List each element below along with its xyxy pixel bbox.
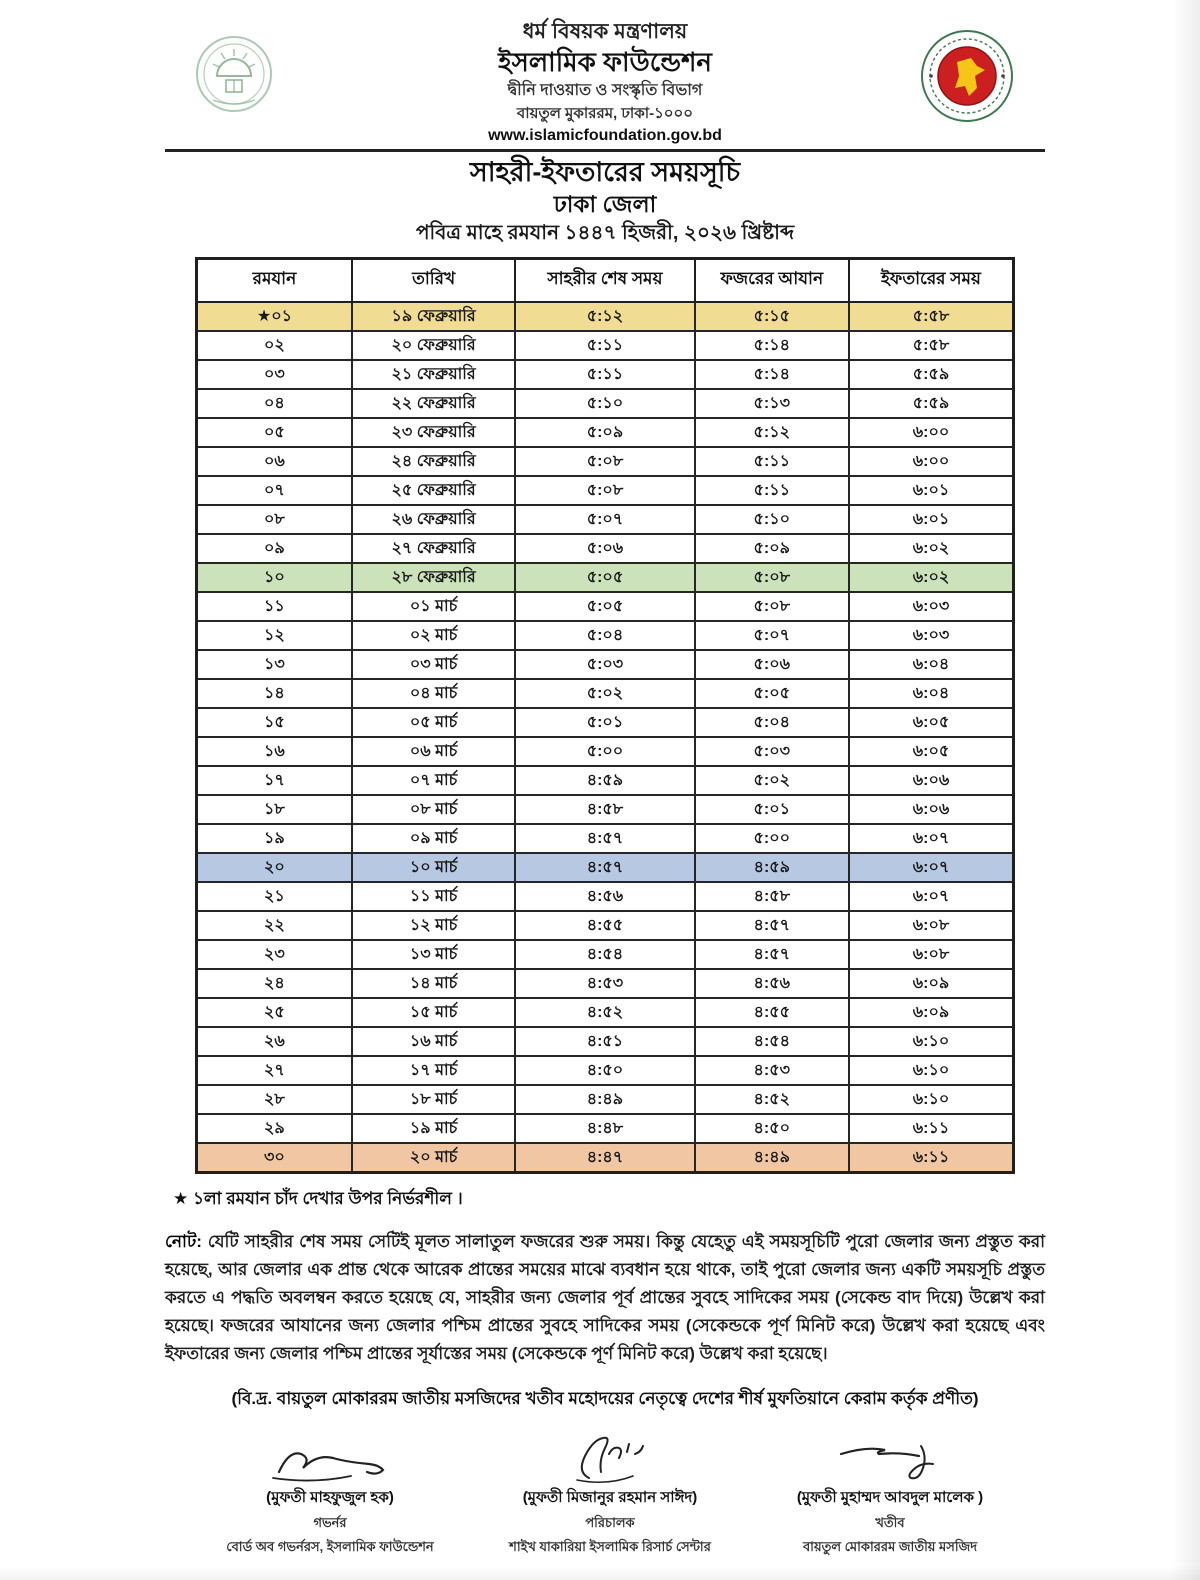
table-row	[197, 476, 1014, 505]
cell-ramadan-day: ০৬	[197, 447, 352, 476]
signatory-block	[755, 1428, 1025, 1559]
cell-date: ২০ ফেব্রুয়ারি	[352, 331, 515, 360]
cell-date: ২৭ ফেব্রুয়ারি	[352, 534, 515, 563]
cell-iftar-time: ৬:০৮	[849, 911, 1013, 940]
letterhead-rule	[165, 149, 1045, 152]
cell-date: ২৪ ফেব্রুয়ারি	[352, 447, 515, 476]
cell-ramadan-day: ২৮	[197, 1085, 352, 1114]
cell-iftar-time: ৫:৫৮	[849, 302, 1013, 331]
cell-date: ০৮ মার্চ	[352, 795, 515, 824]
cell-ramadan-day: ২০	[197, 853, 352, 882]
ramadan-year-subtitle: পবিত্র মাহে রমযান ১৪৪৭ হিজরী, ২০২৬ খ্রিষ্টাব্দ	[415, 221, 795, 244]
cell-date: ০২ মার্চ	[352, 621, 515, 650]
cell-iftar-time: ৫:৫৯	[849, 360, 1013, 389]
address-line: বায়তুল মুকাররম, ঢাকা-১০০০	[516, 104, 694, 122]
cell-ramadan-day: ১১	[197, 592, 352, 621]
cell-iftar-time: ৬:০৪	[849, 650, 1013, 679]
cell-fajr-azan-time: ৫:০৮	[695, 563, 849, 592]
cell-ramadan-day: ২৩	[197, 940, 352, 969]
table-row	[197, 1114, 1014, 1143]
cell-date: ১১ মার্চ	[352, 882, 515, 911]
cell-sahri-end-time: ৪:৫৩	[515, 969, 694, 998]
col-header-sahri-end: সাহরীর শেষ সময়	[515, 258, 694, 302]
cell-date: ১৬ মার্চ	[352, 1027, 515, 1056]
cell-date: ০৯ মার্চ	[352, 824, 515, 853]
table-row	[197, 621, 1014, 650]
cell-date: ০৬ মার্চ	[352, 737, 515, 766]
signatory-block	[475, 1428, 745, 1559]
signatory-role: গভর্নর	[313, 1515, 347, 1531]
cell-fajr-azan-time: ৪:৫২	[695, 1085, 849, 1114]
cell-fajr-azan-time: ৫:১১	[695, 447, 849, 476]
cell-date: ১০ মার্চ	[352, 853, 515, 882]
document-page	[165, 18, 1045, 1559]
table-row	[197, 389, 1014, 418]
cell-ramadan-day: ২৪	[197, 969, 352, 998]
table-row	[197, 1143, 1014, 1173]
table-row	[197, 853, 1014, 882]
cell-sahri-end-time: ৫:০৯	[515, 418, 694, 447]
cell-ramadan-day: ১৮	[197, 795, 352, 824]
signature-khatib-icon	[755, 1428, 1025, 1484]
cell-fajr-azan-time: ৫:০৫	[695, 679, 849, 708]
cell-ramadan-day: ১৫	[197, 708, 352, 737]
cell-ramadan-day: ২৫	[197, 998, 352, 1027]
cell-ramadan-day: ০৪	[197, 389, 352, 418]
cell-iftar-time: ৬:০৩	[849, 621, 1013, 650]
table-row	[197, 998, 1014, 1027]
cell-sahri-end-time: ৫:০৫	[515, 592, 694, 621]
cell-date: ২২ ফেব্রুয়ারি	[352, 389, 515, 418]
signature-section	[165, 1428, 1045, 1559]
cell-sahri-end-time: ৫:০৭	[515, 505, 694, 534]
cell-fajr-azan-time: ৫:১২	[695, 418, 849, 447]
cell-fajr-azan-time: ৪:৫৬	[695, 969, 849, 998]
cell-iftar-time: ৬:১০	[849, 1085, 1013, 1114]
table-row	[197, 1027, 1014, 1056]
cell-sahri-end-time: ৪:৪৯	[515, 1085, 694, 1114]
cell-sahri-end-time: ৪:৫০	[515, 1056, 694, 1085]
cell-sahri-end-time: ৫:০৬	[515, 534, 694, 563]
cell-iftar-time: ৬:০০	[849, 447, 1013, 476]
government-emblem-icon	[919, 28, 1015, 124]
table-row	[197, 418, 1014, 447]
cell-ramadan-day: ১৯	[197, 824, 352, 853]
cell-date: ০৪ মার্চ	[352, 679, 515, 708]
cell-fajr-azan-time: ৪:৪৯	[695, 1143, 849, 1173]
cell-iftar-time: ৫:৫৯	[849, 389, 1013, 418]
title-block	[165, 156, 1045, 247]
cell-iftar-time: ৬:০২	[849, 534, 1013, 563]
cell-ramadan-day: ১২	[197, 621, 352, 650]
cell-sahri-end-time: ৫:০৪	[515, 621, 694, 650]
cell-iftar-time: ৬:০৭	[849, 824, 1013, 853]
cell-ramadan-day: ৩০	[197, 1143, 352, 1173]
signatory-name: (মুফতী মাহফুজুল হক)	[266, 1489, 394, 1507]
cell-fajr-azan-time: ৫:০৯	[695, 534, 849, 563]
table-row	[197, 302, 1014, 331]
cell-sahri-end-time: ৫:০১	[515, 708, 694, 737]
cell-ramadan-day: ০৮	[197, 505, 352, 534]
signature-director-icon	[475, 1428, 745, 1484]
cell-ramadan-day: ০৫	[197, 418, 352, 447]
signatory-name: (মুফতী মিজানুর রহমান সাঈদ)	[522, 1489, 698, 1507]
cell-fajr-azan-time: ৫:০১	[695, 795, 849, 824]
signatory-org: বোর্ড অব গভর্নরস, ইসলামিক ফাউন্ডেশন	[226, 1539, 434, 1555]
cell-sahri-end-time: ৪:৫৭	[515, 824, 694, 853]
cell-iftar-time: ৬:০২	[849, 563, 1013, 592]
cell-fajr-azan-time: ৪:৫৭	[695, 940, 849, 969]
cell-iftar-time: ৬:০১	[849, 476, 1013, 505]
cell-iftar-time: ৬:১১	[849, 1114, 1013, 1143]
cell-ramadan-day: ১৭	[197, 766, 352, 795]
cell-fajr-azan-time: ৫:১০	[695, 505, 849, 534]
cell-fajr-azan-time: ৫:০৪	[695, 708, 849, 737]
cell-date: ১৩ মার্চ	[352, 940, 515, 969]
cell-iftar-time: ৬:০৬	[849, 795, 1013, 824]
table-row	[197, 534, 1014, 563]
cell-sahri-end-time: ৫:১১	[515, 331, 694, 360]
letterhead	[165, 18, 1045, 148]
cell-fajr-azan-time: ৫:১৪	[695, 331, 849, 360]
cell-ramadan-day: ০৭	[197, 476, 352, 505]
cell-iftar-time: ৬:০৫	[849, 708, 1013, 737]
col-header-date: তারিখ	[352, 258, 515, 302]
cell-fajr-azan-time: ৪:৫৮	[695, 882, 849, 911]
cell-fajr-azan-time: ৪:৫৯	[695, 853, 849, 882]
cell-date: ১৫ মার্চ	[352, 998, 515, 1027]
table-row	[197, 708, 1014, 737]
signatory-name: (মুফতী মুহাম্মদ আবদুল মালেক )	[796, 1489, 984, 1507]
table-row	[197, 911, 1014, 940]
cell-ramadan-day: ২২	[197, 911, 352, 940]
cell-date: ১৪ মার্চ	[352, 969, 515, 998]
cell-sahri-end-time: ৪:৪৮	[515, 1114, 694, 1143]
cell-ramadan-day: ১০	[197, 563, 352, 592]
cell-ramadan-day: ★০১	[197, 302, 352, 331]
note-label: নোট:	[165, 1232, 202, 1252]
signatory-role: খতীব	[875, 1515, 905, 1531]
islamic-foundation-seal-icon	[193, 26, 275, 126]
method-note	[165, 1228, 1045, 1368]
cell-sahri-end-time: ৪:৫৫	[515, 911, 694, 940]
table-row	[197, 824, 1014, 853]
cell-date: ২৫ ফেব্রুয়ারি	[352, 476, 515, 505]
cell-sahri-end-time: ৪:৫৯	[515, 766, 694, 795]
cell-ramadan-day: ১৬	[197, 737, 352, 766]
cell-fajr-azan-time: ৫:০৩	[695, 737, 849, 766]
sahri-iftar-schedule-table	[195, 257, 1015, 1175]
moon-sighting-footnote: ★ ১লা রমযান চাঁদ দেখার উপর নির্ভরশীল ।	[173, 1189, 463, 1209]
cell-fajr-azan-time: ৪:৫৪	[695, 1027, 849, 1056]
cell-date: ১৮ মার্চ	[352, 1085, 515, 1114]
cell-date: ২৬ ফেব্রুয়ারি	[352, 505, 515, 534]
table-row	[197, 737, 1014, 766]
schedule-title: সাহরী-ইফতারের সময়সূচি	[469, 157, 741, 187]
cell-fajr-azan-time: ৫:০৬	[695, 650, 849, 679]
cell-iftar-time: ৬:০৭	[849, 882, 1013, 911]
cell-sahri-end-time: ৪:৫৪	[515, 940, 694, 969]
cell-ramadan-day: ০৩	[197, 360, 352, 389]
cell-sahri-end-time: ৫:০২	[515, 679, 694, 708]
cell-fajr-azan-time: ৪:৫৭	[695, 911, 849, 940]
cell-date: ০১ মার্চ	[352, 592, 515, 621]
cell-iftar-time: ৬:০৫	[849, 737, 1013, 766]
col-header-ramadan: রমযান	[197, 258, 352, 302]
table-row	[197, 1056, 1014, 1085]
cell-ramadan-day: ২৭	[197, 1056, 352, 1085]
cell-date: ০৫ মার্চ	[352, 708, 515, 737]
cell-sahri-end-time: ৫:০৩	[515, 650, 694, 679]
cell-sahri-end-time: ৪:৫৮	[515, 795, 694, 824]
cell-fajr-azan-time: ৫:১৫	[695, 302, 849, 331]
cell-sahri-end-time: ৫:০৮	[515, 476, 694, 505]
table-row	[197, 882, 1014, 911]
cell-sahri-end-time: ৫:১২	[515, 302, 694, 331]
table-row	[197, 795, 1014, 824]
cell-date: ১৯ মার্চ	[352, 1114, 515, 1143]
scan-edge-shadow	[1172, 0, 1200, 1580]
table-row	[197, 766, 1014, 795]
division-name: দ্বীনি দাওয়াত ও সংস্কৃতি বিভাগ	[507, 81, 703, 99]
cell-fajr-azan-time: ৪:৫৩	[695, 1056, 849, 1085]
cell-ramadan-day: ২৬	[197, 1027, 352, 1056]
organization-name: ইসলামিক ফাউন্ডেশন	[498, 47, 712, 78]
cell-fajr-azan-time: ৫:০২	[695, 766, 849, 795]
letterhead-text	[315, 18, 895, 147]
cell-fajr-azan-time: ৪:৫০	[695, 1114, 849, 1143]
cell-ramadan-day: ২৯	[197, 1114, 352, 1143]
scan-edge-shadow-bottom	[0, 1566, 1200, 1580]
col-header-iftar-time: ইফতারের সময়	[849, 258, 1013, 302]
cell-iftar-time: ৬:১০	[849, 1056, 1013, 1085]
cell-iftar-time: ৬:০৯	[849, 998, 1013, 1027]
cell-iftar-time: ৬:০৮	[849, 940, 1013, 969]
cell-sahri-end-time: ৫:০৫	[515, 563, 694, 592]
table-row	[197, 360, 1014, 389]
cell-fajr-azan-time: ৫:১১	[695, 476, 849, 505]
cell-iftar-time: ৫:৫৮	[849, 331, 1013, 360]
cell-fajr-azan-time: ৪:৫৫	[695, 998, 849, 1027]
cell-sahri-end-time: ৪:৪৭	[515, 1143, 694, 1173]
cell-date: ১৭ মার্চ	[352, 1056, 515, 1085]
cell-fajr-azan-time: ৫:০৮	[695, 592, 849, 621]
signatory-block	[195, 1428, 465, 1559]
cell-sahri-end-time: ৪:৫১	[515, 1027, 694, 1056]
cell-ramadan-day: ১৪	[197, 679, 352, 708]
cell-iftar-time: ৬:০০	[849, 418, 1013, 447]
cell-ramadan-day: ১৩	[197, 650, 352, 679]
cell-ramadan-day: ২১	[197, 882, 352, 911]
table-row	[197, 1085, 1014, 1114]
signatory-org: শাইখ যাকারিয়া ইসলামিক রিসার্চ সেন্টার	[509, 1539, 711, 1555]
cell-fajr-azan-time: ৫:১৩	[695, 389, 849, 418]
cell-fajr-azan-time: ৫:০০	[695, 824, 849, 853]
cell-ramadan-day: ০২	[197, 331, 352, 360]
table-row	[197, 592, 1014, 621]
table-row	[197, 505, 1014, 534]
table-row	[197, 969, 1014, 998]
signatory-role: পরিচালক	[585, 1515, 635, 1531]
cell-iftar-time: ৬:০৬	[849, 766, 1013, 795]
schedule-table-rows	[197, 302, 1014, 1173]
note-text: যেটি সাহরীর শেষ সময় সেটিই মূলত সালাতুল ফজরের শুরু সময়। কিন্তু যেহেতু এই সময়সূচিটি পুরো জেলার জন্য প্রস্তুত করা হয়েছে, আর জেলার এক প্রান্ত থেকে আরেক প্রান্তের সময়ের মাঝে ব্যবধান হয়ে থাকে, তাই পুরো জেলার জন্য একটি সময়সূচি প্রস্তুত করতে এ পদ্ধতি অবলম্বন করতে হয়েছে যে, সাহরীর জন্য জেলার পূর্ব প্রান্তের সুবহে সাদিকের সময় (সেকেন্ড বাদ দিয়ে) উল্লেখ করা হয়েছে। ফজরের আযানের জন্য জেলার পশ্চিম প্রান্তের সুবহে সাদিকের সময় (সেকেন্ডকে পূর্ণ মিনিট করে) উল্লেখ করা হয়েছে এবং ইফতারের জন্য জেলার পশ্চিম প্রান্তের সূর্যাস্তের সময় (সেকেন্ডকে পূর্ণ মিনিট করে) উল্লেখ করা হয়েছে।	[165, 1232, 1045, 1364]
cell-date: ০৭ মার্চ	[352, 766, 515, 795]
cell-sahri-end-time: ৫:০৮	[515, 447, 694, 476]
table-row	[197, 679, 1014, 708]
attribution-line: (বি.দ্র. বায়তুল মোকাররম জাতীয় মসজিদের খতীব মহোদয়ের নেতৃত্বে দেশের শীর্ষ মুফতিয়ানে কেরাম কর্তৃক প্রণীত)	[231, 1389, 979, 1409]
signature-governor-icon	[195, 1428, 465, 1484]
cell-fajr-azan-time: ৫:০৭	[695, 621, 849, 650]
ministry-name: ধর্ম বিষয়ক মন্ত্রণালয়	[522, 20, 688, 43]
cell-date: ১২ মার্চ	[352, 911, 515, 940]
cell-ramadan-day: ০৯	[197, 534, 352, 563]
cell-sahri-end-time: ৪:৫৬	[515, 882, 694, 911]
signatory-org: বায়তুল মোকাররম জাতীয় মসজিদ	[802, 1539, 978, 1555]
cell-iftar-time: ৬:১০	[849, 1027, 1013, 1056]
table-row	[197, 650, 1014, 679]
table-header-row	[197, 258, 1014, 302]
cell-date: ১৯ ফেব্রুয়ারি	[352, 302, 515, 331]
table-row	[197, 563, 1014, 592]
col-header-fajr-azan: ফজরের আযান	[695, 258, 849, 302]
cell-sahri-end-time: ৫:১১	[515, 360, 694, 389]
cell-fajr-azan-time: ৫:১৪	[695, 360, 849, 389]
website-url: www.islamicfoundation.gov.bd	[488, 126, 722, 144]
cell-date: ২১ ফেব্রুয়ারি	[352, 360, 515, 389]
cell-iftar-time: ৬:০৯	[849, 969, 1013, 998]
cell-date: ২০ মার্চ	[352, 1143, 515, 1173]
cell-iftar-time: ৬:০৩	[849, 592, 1013, 621]
cell-date: ২৮ ফেব্রুয়ারি	[352, 563, 515, 592]
cell-sahri-end-time: ৫:১০	[515, 389, 694, 418]
cell-iftar-time: ৬:১১	[849, 1143, 1013, 1173]
table-row	[197, 331, 1014, 360]
table-row	[197, 447, 1014, 476]
district-title: ঢাকা জেলা	[553, 190, 657, 217]
cell-date: ০৩ মার্চ	[352, 650, 515, 679]
table-row	[197, 940, 1014, 969]
cell-iftar-time: ৬:০৭	[849, 853, 1013, 882]
cell-sahri-end-time: ৫:০০	[515, 737, 694, 766]
cell-sahri-end-time: ৪:৫২	[515, 998, 694, 1027]
cell-sahri-end-time: ৪:৫৭	[515, 853, 694, 882]
cell-iftar-time: ৬:০৪	[849, 679, 1013, 708]
cell-date: ২৩ ফেব্রুয়ারি	[352, 418, 515, 447]
cell-iftar-time: ৬:০১	[849, 505, 1013, 534]
